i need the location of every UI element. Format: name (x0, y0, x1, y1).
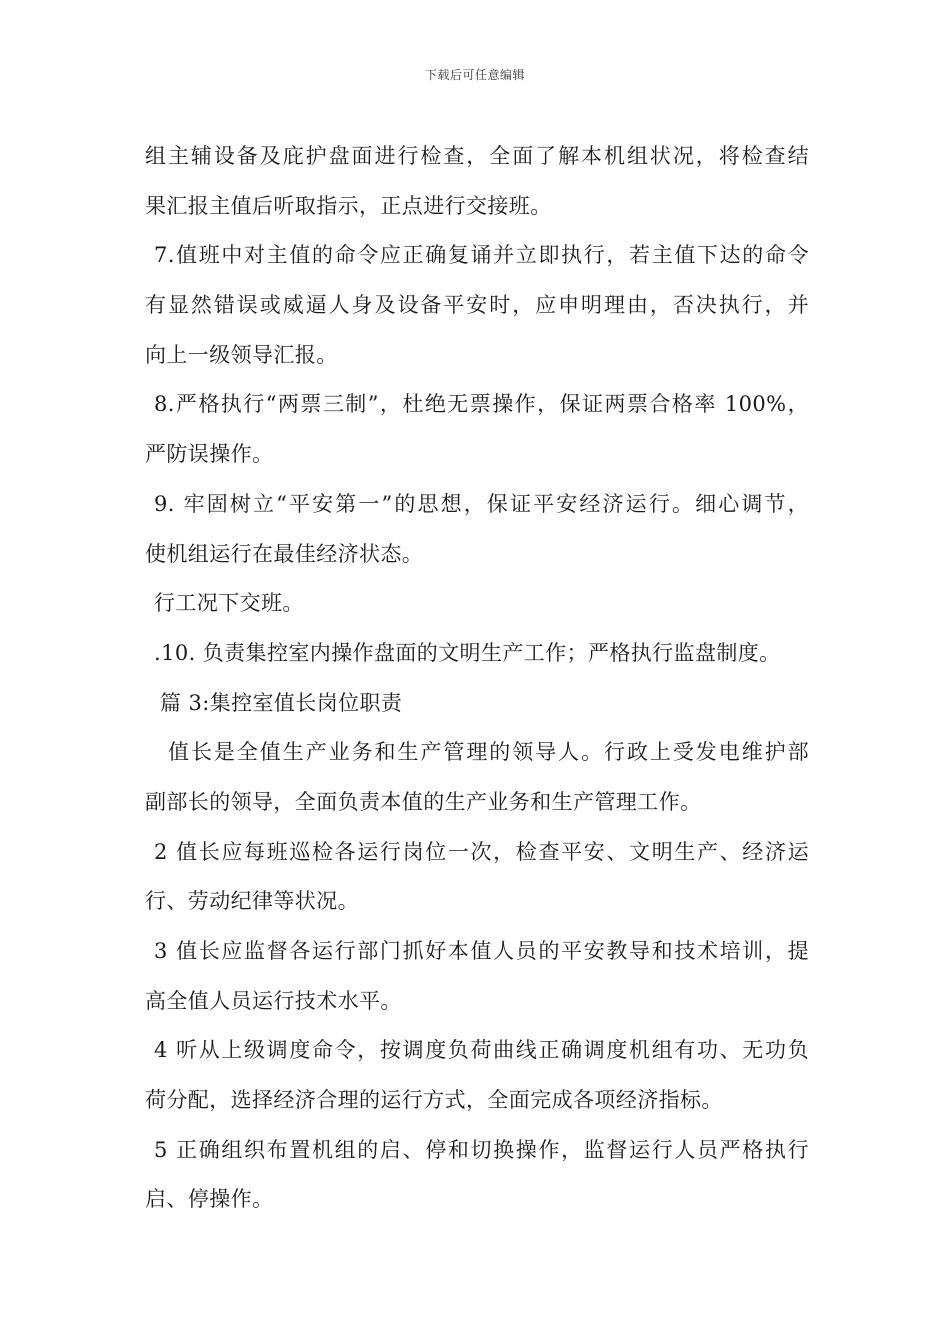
list-item-3: 3 值长应监督各运行部门抓好本值人员的平安教导和技术培训，提 (154, 939, 809, 963)
list-item-10: .10. 负责集控室内操作盘面的文明生产工作；严格执行监盘制度。 (154, 640, 781, 665)
text-line: 启、停操作。 (145, 1187, 274, 1212)
list-item-5: 5 正确组织布置机组的启、停和切换操作，监督运行人员严格执行 (154, 1137, 809, 1162)
text-line: 荷分配，选择经济合理的运行方式，全面完成各项经济指标。 (145, 1088, 723, 1113)
text-line: 行、劳动纪律等状况。 (145, 889, 359, 914)
text-line: 严防误操作。 (145, 442, 274, 467)
document-body (145, 132, 809, 1225)
list-item-2: 2 值长应每班巡检各运行岗位一次，检查平安、文明生产、经济运 (154, 839, 809, 864)
text-line: 果汇报主值后听取指示，正点进行交接班。 (145, 193, 552, 218)
list-item-7: 7.值班中对主值的命令应正确复诵并立即执行，若主值下达的命令 (154, 243, 809, 268)
text-line: 行工况下交班。 (154, 591, 304, 616)
list-item-8: 8.严格执行“两票三制”，杜绝无票操作，保证两票合格率 100%， (154, 392, 809, 417)
text-line: 向上一级领导汇报。 (145, 342, 338, 367)
list-item-9: 9. 牢固树立“平安第一”的思想，保证平安经济运行。细心调节， (154, 491, 809, 516)
list-item-4: 4 听从上级调度命令，按调度负荷曲线正确调度机组有功、无功负 (154, 1038, 809, 1063)
text-line: 值长是全值生产业务和生产管理的领导人。行政上受发电维护部 (168, 740, 809, 765)
text-line: 副部长的领导，全面负责本值的生产业务和生产管理工作。 (145, 789, 702, 814)
section-heading: 篇 3:集控室值长岗位职责 (160, 690, 403, 715)
text-line: 使机组运行在最佳经济状态。 (145, 541, 424, 566)
page-header: 下载后可任意编辑 (424, 68, 525, 82)
text-line: 有显然错误或威逼人身及设备平安时，应申明理由，否决执行，并 (145, 293, 809, 318)
text-line: 组主辅设备及庇护盘面进行检查，全面了解本机组状况，将检查结 (145, 144, 809, 168)
text-line: 高全值人员运行技术水平。 (145, 988, 402, 1013)
